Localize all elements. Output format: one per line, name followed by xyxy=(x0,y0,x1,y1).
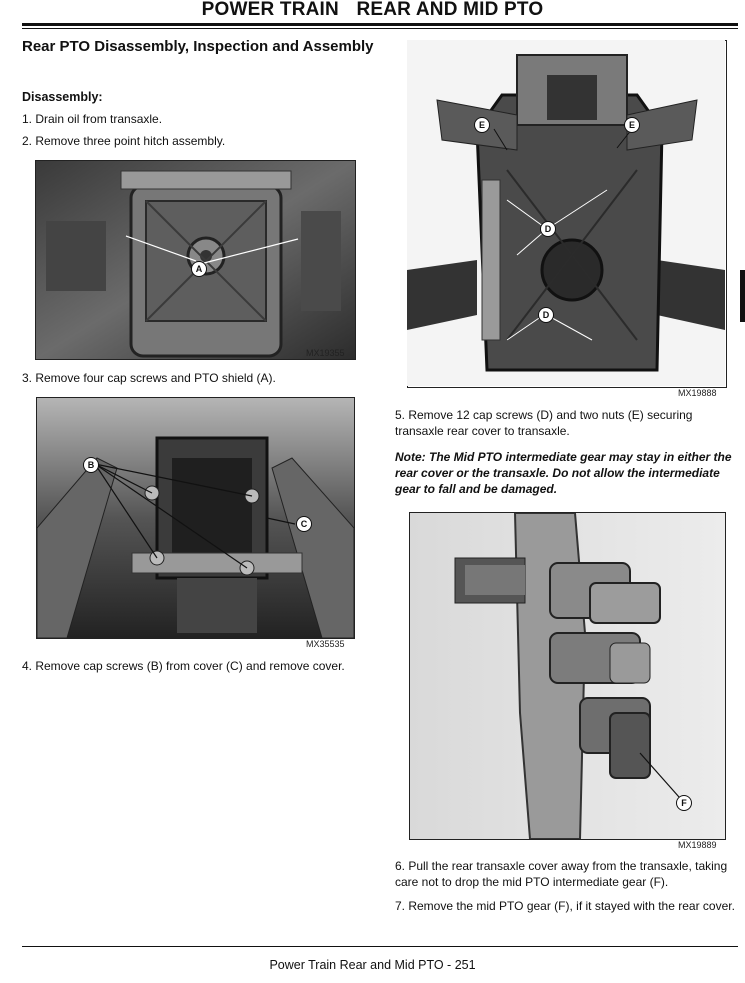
step-7: 7. Remove the mid PTO gear (F), if it stayed with the rear cover. xyxy=(395,899,735,913)
figure-code-mx19355: MX19355 xyxy=(306,348,345,358)
step-1: 1. Drain oil from transaxle. xyxy=(22,112,163,126)
callout-d-lower: D xyxy=(538,307,554,323)
step-6: 6. Pull the rear transaxle cover away from the transaxle, taking care not to drop the mid PTO intermediate gear (F). xyxy=(395,859,728,889)
callout-f: F xyxy=(676,795,692,811)
note-intermediate-gear: Note: The Mid PTO intermediate gear may stay in either the rear cover or the transaxle. Do not allow the intermediate gear to fall and be damaged. xyxy=(395,450,732,496)
header-section: REAR AND MID PTO xyxy=(356,0,544,20)
figure-code-mx19889: MX19889 xyxy=(678,840,717,850)
step-5: 5. Remove 12 cap screws (D) and two nuts (E) securing transaxle rear cover to transaxle. xyxy=(395,408,693,438)
header-chapter: POWER TRAIN xyxy=(201,0,339,20)
callout-e-left: E xyxy=(474,117,490,133)
figure-code-mx35535: MX35535 xyxy=(306,639,345,649)
disassembly-heading: Disassembly: xyxy=(22,90,103,104)
page-edge-tab xyxy=(740,270,745,322)
section-title: Rear PTO Disassembly, Inspection and Assembly xyxy=(22,38,374,55)
callout-e-right: E xyxy=(624,117,640,133)
figure-rear-cover-photo xyxy=(407,40,725,386)
step-2: 2. Remove three point hitch assembly. xyxy=(22,134,226,148)
step-4: 4. Remove cap screws (B) from cover (C) and remove cover. xyxy=(22,659,345,673)
footer-rule xyxy=(22,946,738,947)
callout-c: C xyxy=(296,516,312,532)
step-3: 3. Remove four cap screws and PTO shield (A). xyxy=(22,371,276,385)
callout-a: A xyxy=(191,261,207,277)
header-rule xyxy=(22,23,738,26)
callout-b: B xyxy=(83,457,99,473)
page-footer: Power Train Rear and Mid PTO - 251 xyxy=(269,958,476,972)
figure-pto-shield-photo xyxy=(35,160,356,360)
header-rule-thin xyxy=(22,28,738,29)
figure-code-mx19888: MX19888 xyxy=(678,388,717,398)
figure-gear-photo xyxy=(409,512,726,840)
callout-d-upper: D xyxy=(540,221,556,237)
page-header xyxy=(0,0,745,20)
